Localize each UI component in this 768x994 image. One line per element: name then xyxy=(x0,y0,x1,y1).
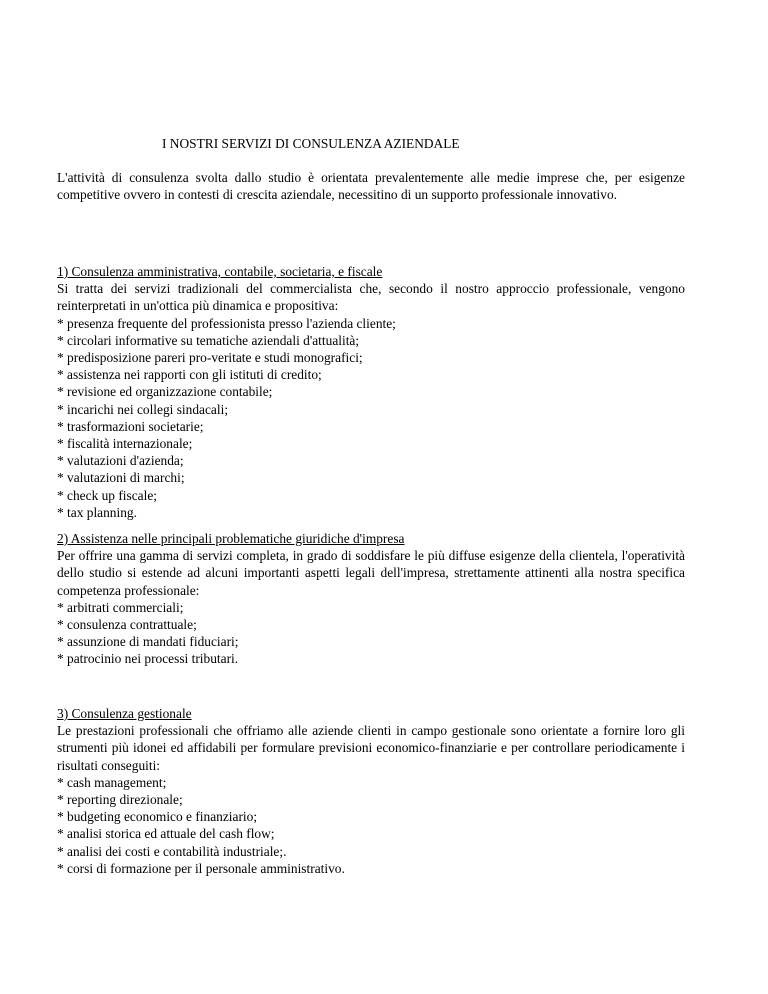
intro-paragraph: L'attività di consulenza svolta dallo studio è orientata prevalentemente alle medie imprese che, per esigenze competitive ovvero in contesti di crescita aziendale, necessitino di un supporto professionale innovativo. xyxy=(57,170,685,203)
list-item: * analisi storica ed attuale del cash flow; xyxy=(57,826,275,842)
list-item: * fiscalità internazionale; xyxy=(57,436,193,452)
list-item: * budgeting economico e finanziario; xyxy=(57,809,258,825)
section-management-consulting xyxy=(57,705,685,877)
section-description: Si tratta dei servizi tradizionali del commercialista che, secondo il nostro approccio professionale, vengono reinterpretati in un'ottica più dinamica e propositiva: xyxy=(57,281,685,314)
list-item: * analisi dei costi e contabilità industriale;. xyxy=(57,843,287,859)
section-heading: 1) Consulenza amministrativa, contabile, societaria, e fiscale xyxy=(57,264,383,279)
section-heading: 2) Assistenza nelle principali problematiche giuridiche d'impresa xyxy=(57,531,405,546)
list-item: * valutazioni di marchi; xyxy=(57,470,185,486)
section-description: Per offrire una gamma di servizi completa, in grado di soddisfare le più diffuse esigenze della clientela, l'operatività dello studio si estende ad alcuni importanti aspetti legali dell'impresa, strettamente attinenti alla nostra specifica competenza professionale: xyxy=(57,548,685,598)
list-item: * patrocinio nei processi tributari. xyxy=(57,651,239,667)
list-item: * check up fiscale; xyxy=(57,487,158,503)
service-list xyxy=(57,774,685,877)
list-item: * corsi di formazione per il personale amministrativo. xyxy=(57,860,345,876)
service-list xyxy=(57,315,685,521)
section-heading: 3) Consulenza gestionale xyxy=(57,706,192,721)
list-item: * circolari informative su tematiche aziendali d'attualità; xyxy=(57,332,360,348)
list-item: * trasformazioni societarie; xyxy=(57,418,204,434)
list-item: * assistenza nei rapporti con gli istituti di credito; xyxy=(57,367,322,383)
list-item: * consulenza contrattuale; xyxy=(57,617,197,633)
list-item: * predisposizione pareri pro-veritate e studi monografici; xyxy=(57,350,363,366)
section-legal-assistance xyxy=(57,530,685,668)
section-description: Le prestazioni professionali che offriamo alle aziende clienti in campo gestionale sono orientate a fornire loro gli strumenti più idonei ed affidabili per formulare previsioni economico-finanziarie e per controllare periodicamente i risultati conseguiti: xyxy=(57,723,685,773)
service-list xyxy=(57,599,685,668)
section-administrative-consulting xyxy=(57,263,685,521)
list-item: * incarichi nei collegi sindacali; xyxy=(57,401,229,417)
list-item: * valutazioni d'azienda; xyxy=(57,453,184,469)
list-item: * arbitrati commerciali; xyxy=(57,599,184,615)
list-item: * cash management; xyxy=(57,774,167,790)
list-item: * tax planning. xyxy=(57,504,137,520)
page-title: I NOSTRI SERVIZI DI CONSULENZA AZIENDALE xyxy=(162,136,460,151)
list-item: * reporting direzionale; xyxy=(57,792,183,808)
list-item: * assunzione di mandati fiduciari; xyxy=(57,634,239,650)
list-item: * revisione ed organizzazione contabile; xyxy=(57,384,273,400)
list-item: * presenza frequente del professionista presso l'azienda cliente; xyxy=(57,315,396,331)
